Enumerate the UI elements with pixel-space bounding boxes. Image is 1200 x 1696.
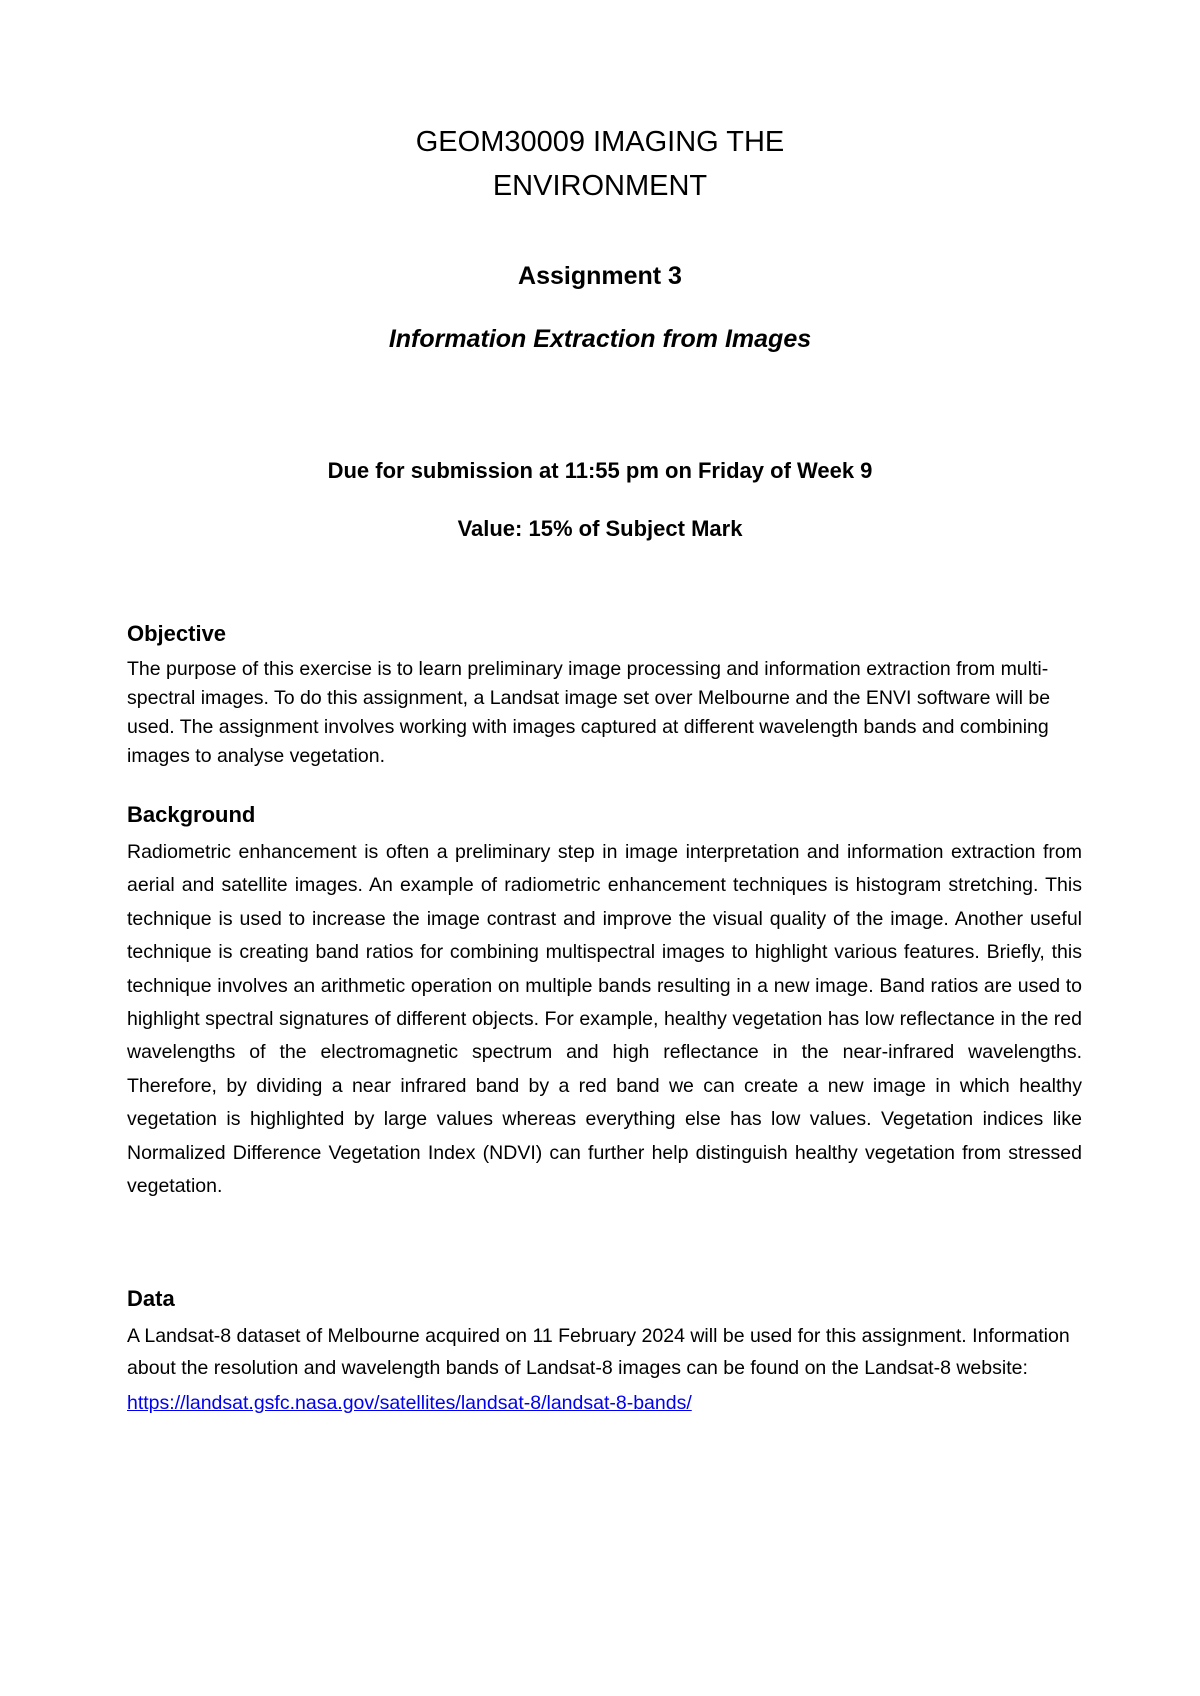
assignment-number: Assignment 3 — [518, 262, 682, 290]
objective-heading: Objective — [127, 621, 227, 646]
objective-section — [127, 619, 1082, 771]
assignment-subtitle: Information Extraction from Images — [388, 325, 812, 353]
assignment-value: Value: 15% of Subject Mark — [457, 516, 743, 541]
data-body: A Landsat-8 dataset of Melbourne acquired on 11 February 2024 will be used for this assignment. Information about the resolution and wavelength bands of Landsat-8 images can be found on the Landsat-8 website: — [127, 1325, 1070, 1379]
background-heading: Background — [127, 802, 256, 827]
due-date: Due for submission at 11:55 pm on Friday of Week 9 — [327, 458, 873, 483]
title-block — [0, 120, 1200, 208]
background-section — [127, 800, 1082, 1203]
objective-body: The purpose of this exercise is to learn preliminary image processing and information extraction from multi-spectral images. To do this assignment, a Landsat image set over Melbourne and the ENVI software will be used. The assignment involves working with images captured at different wavelength bands and combining images to analyse vegetation. — [127, 658, 1051, 767]
background-body: Radiometric enhancement is often a preliminary step in image interpretation and information extraction from aerial and satellite images. An example of radiometric enhancement techniques is histogram stretching. This technique is used to increase the image contrast and improve the visual quality of the image. Another useful technique is creating band ratios for combining multispectral images to highlight various features. Briefly, this technique involves an arithmetic operation on multiple bands resulting in a new image. Band ratios are used to highlight spectral signatures of different objects. For example, healthy vegetation has low reflectance in the red wavelengths of the electromagnetic spectrum and high reflectance in the near-infrared wavelengths. Therefore, by dividing a near infrared band by a red band we can create a new image in which healthy vegetation is highlighted by large values whereas everything else has low values. Vegetation indices like Normalized Difference Vegetation Index (NDVI) can further help distinguish healthy vegetation from stressed vegetation. — [127, 841, 1082, 1198]
landsat-bands-link[interactable]: https://landsat.gsfc.nasa.gov/satellites/landsat-8/landsat-8-bands/ — [127, 1392, 692, 1414]
data-heading: Data — [127, 1286, 175, 1311]
course-title-line-1: GEOM30009 IMAGING THE — [415, 126, 785, 158]
course-title-line-2: ENVIRONMENT — [492, 170, 708, 202]
data-section — [127, 1284, 1082, 1418]
